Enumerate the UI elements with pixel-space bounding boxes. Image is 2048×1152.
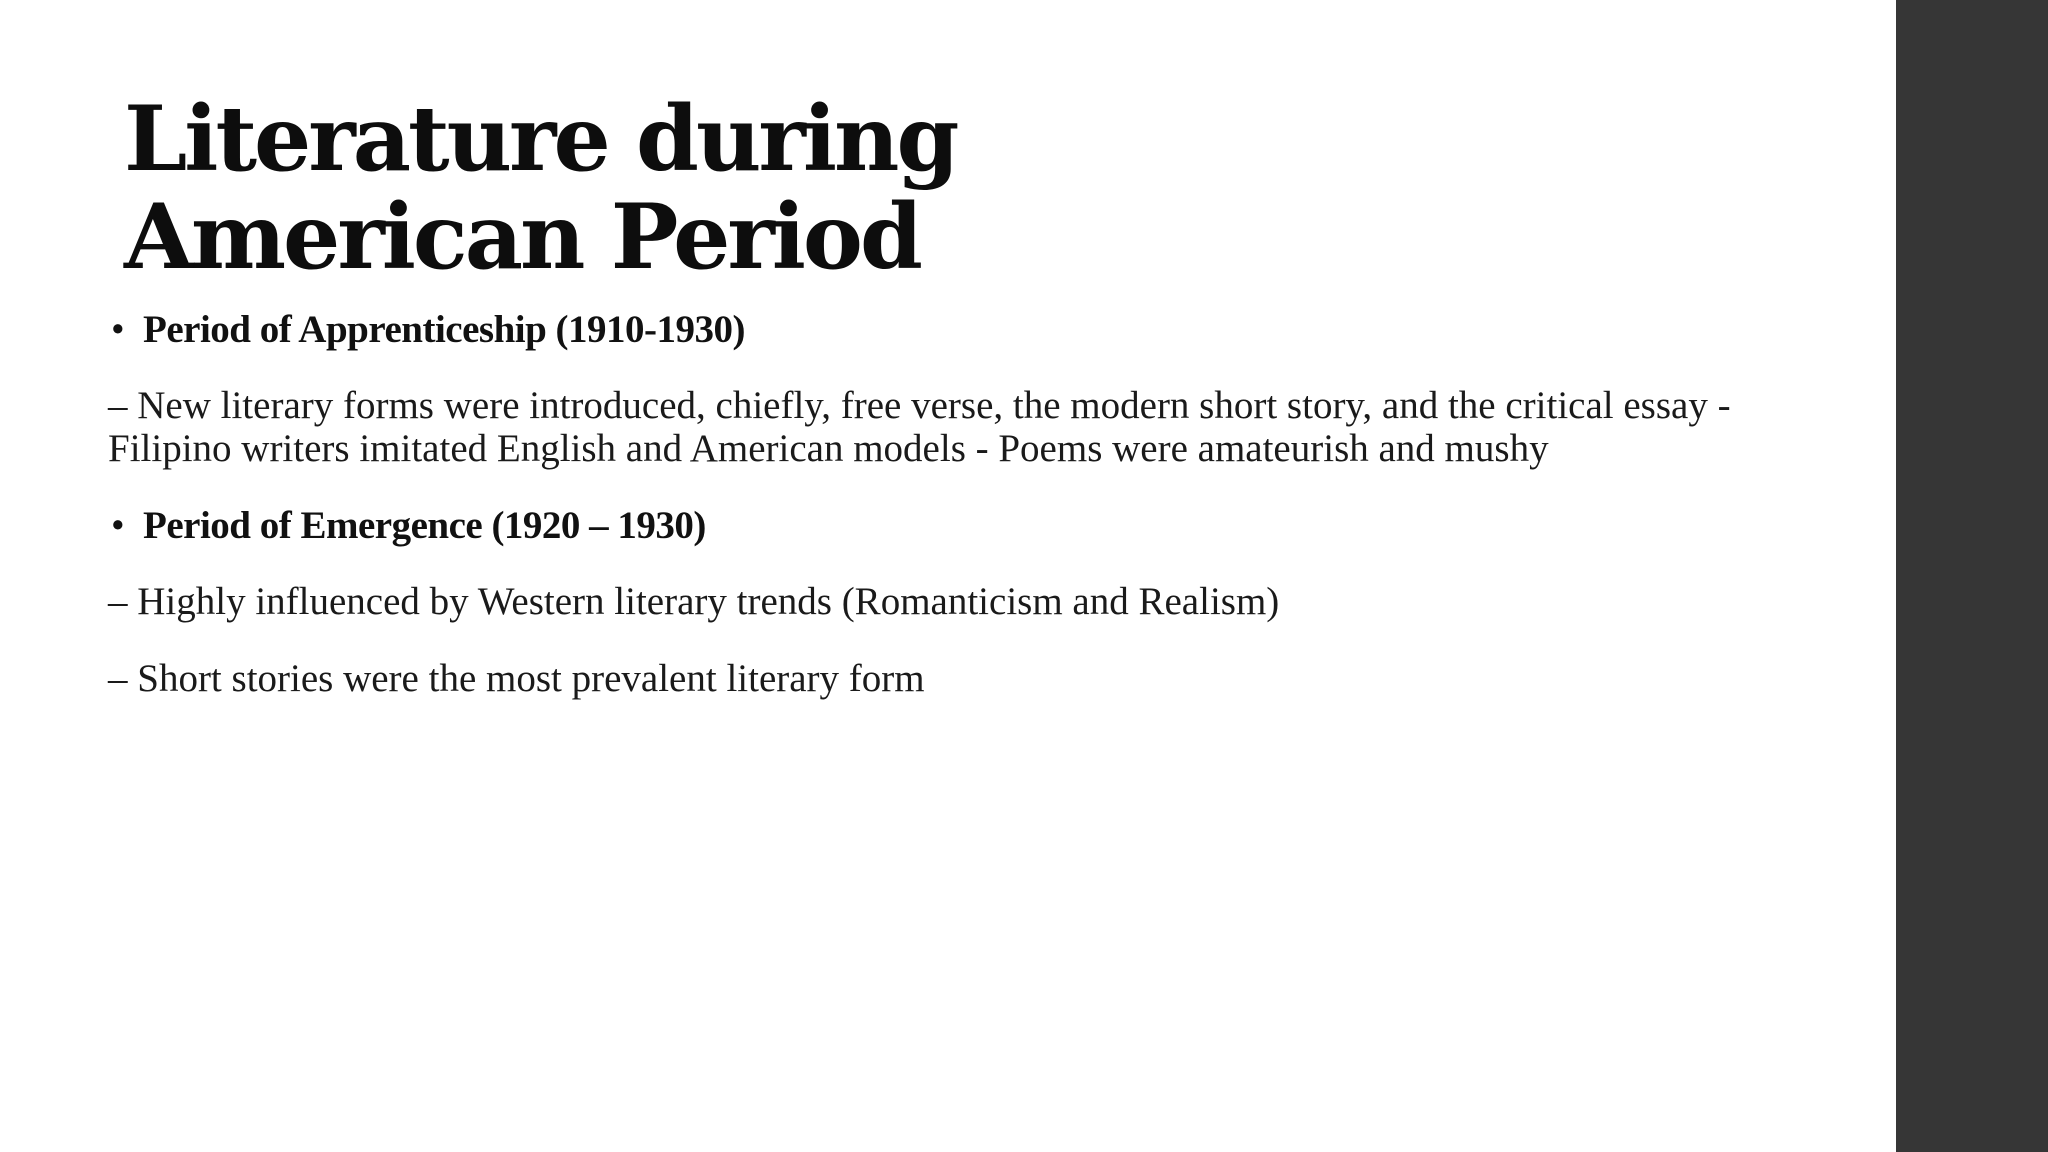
detail-western-influence: – Highly influenced by Western literary trends (Romanticism and Realism) [108,580,1280,623]
slide-title: Literature during American Period [124,86,957,290]
side-decoration-bar [1896,0,2048,1152]
bullet-heading-text: Period of Apprenticeship (1910-1930) [143,308,746,351]
slide-body [108,306,1748,700]
bullet-icon: • [111,504,125,547]
bullet-heading-text: Period of Emergence (1920 – 1930) [143,504,706,547]
bullet-icon: • [111,308,125,351]
bullet-heading-apprenticeship [108,306,1748,354]
bullet-heading-emergence [108,502,1748,550]
detail-short-stories: – Short stories were the most prevalent literary form [108,657,925,700]
detail-new-literary-forms: – New literary forms were introduced, chiefly, free verse, the modern short story, and the critical essay - Filipino writers imitated English and American models - Poems were amateurish and mushy [108,384,1731,470]
